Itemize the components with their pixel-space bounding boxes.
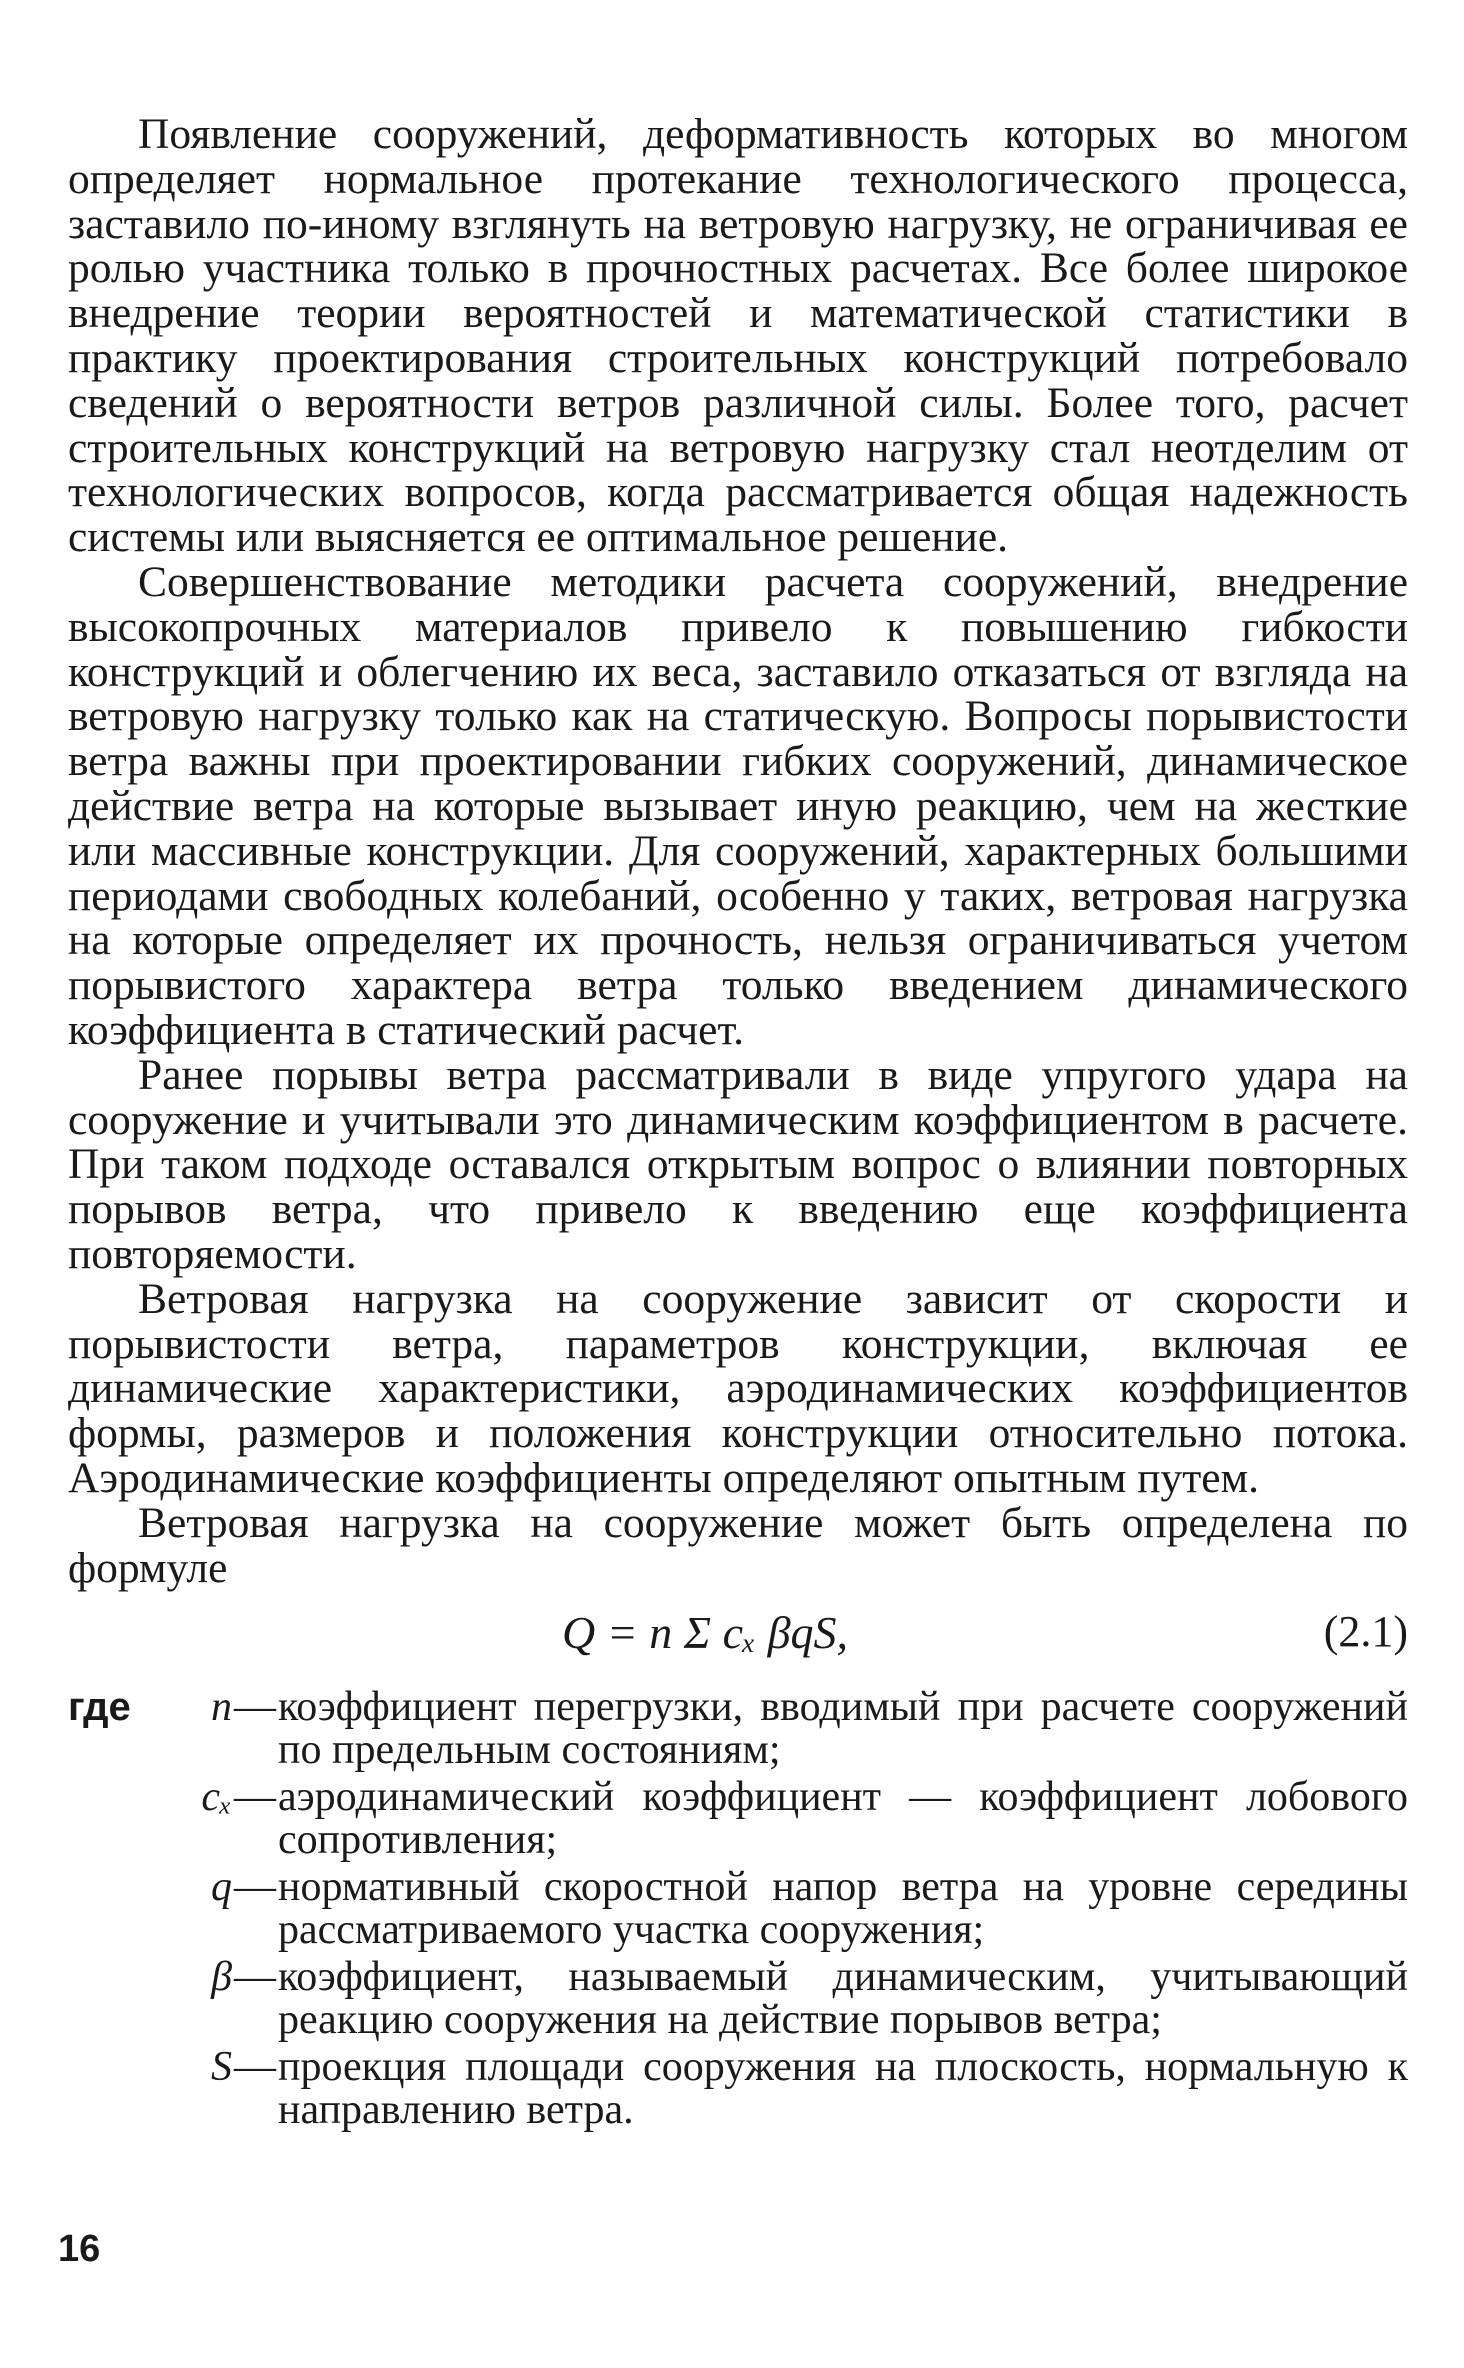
formula: Q = n Σ cₓ βqS, (562, 1607, 848, 1659)
definition-symbol: q (211, 1864, 232, 1911)
definitions-list (68, 1686, 1408, 2132)
paragraph: Появление сооружений, деформативность которых во многом определяет нормальное протекание технологического процесса, заставило по-иному взглянуть на ветровую нагрузку, не ограничивая ее ролью участника только в прочностных расчетах. Все более широкое внедрение теории вероятностей и математической статистики в практику проектирования строительных конструкций потребовало сведений о вероятности ветров различной силы. Более того, расчет строительных конструкций на ветровую нагрузку стал неотделим от технологических вопросов, когда рассматривается общая надежность системы или выясняется ее оптимальное решение. (68, 110, 1408, 562)
definition-item (68, 1956, 1408, 2042)
page-number: 16 (58, 2228, 101, 2270)
definition-text: аэродинамический коэффициент — коэффициент лобового сопротивления; (278, 1774, 1408, 1864)
definition-dash: — (234, 1684, 276, 1731)
definition-symbol: n (211, 1684, 232, 1731)
paragraph: Совершенствование методики расчета сооружений, внедрение высокопрочных материалов привело к повышению гибкости конструкций и облегчению их веса, заставило отказаться от взгляда на ветровую нагрузку только как на статическую. Вопросы порывистости ветра важны при проектировании гибких сооружений, динамическое действие ветра на которые вызывает иную реакцию, чем на жесткие или массивные конструкции. Для сооружений, характерных большими периодами свободных колебаний, особенно у таких, ветровая нагрузка на которые определяет их прочность, нельзя ограничиваться учетом порывистого характера ветра только введением динамического коэффициента в статический расчет. (68, 557, 1408, 1054)
definition-dash: — (234, 1864, 276, 1911)
paragraph: Ветровая нагрузка на сооружение зависит от скорости и порывистости ветра, параметров конструкции, включая ее динамические характеристики, аэродинамических коэффициентов формы, размеров и положения конструкции относительно потока. Аэродинамические коэффициенты определяют опытным путем. (68, 1274, 1408, 1502)
formula-number: (2.1) (1323, 1607, 1408, 1657)
definition-item (68, 1866, 1408, 1952)
definition-symbol: S (211, 2044, 232, 2091)
where-label: где (68, 1685, 131, 1730)
definition-item (68, 2046, 1408, 2132)
paragraph: Ранее порывы ветра рассматривали в виде упругого удара на сооружение и учитывали это динамическим коэффициентом в расчете. При таком подходе оставался открытым вопрос о влиянии повторных порывов ветра, что привело к введению еще коэффициента повторяемости. (68, 1050, 1408, 1278)
paragraph: Ветровая нагрузка на сооружение может быть определена по формуле (68, 1498, 1408, 1592)
definition-item (68, 1776, 1408, 1862)
formula-row (68, 1602, 1408, 1676)
definition-symbol: β (211, 1954, 232, 2001)
definition-item (68, 1686, 1408, 1772)
definition-dash: — (234, 1954, 276, 2001)
definition-text: нормативный скоростной напор ветра на уровне середины рассматриваемого участка сооружения; (278, 1864, 1408, 1954)
definition-text: коэффициент перегрузки, вводимый при расчете сооружений по предельным состояниям; (278, 1684, 1408, 1774)
page-body (68, 112, 1408, 2136)
definition-dash: — (234, 1774, 276, 1821)
definition-text: проекция площади сооружения на плоскость, нормальную к направлению ветра. (278, 2044, 1408, 2134)
definition-dash: — (234, 2044, 276, 2091)
definition-text: коэффициент, называемый динамическим, учитывающий реакцию сооружения на действие порывов ветра; (278, 1954, 1408, 2044)
definition-symbol: cₓ (201, 1774, 232, 1821)
